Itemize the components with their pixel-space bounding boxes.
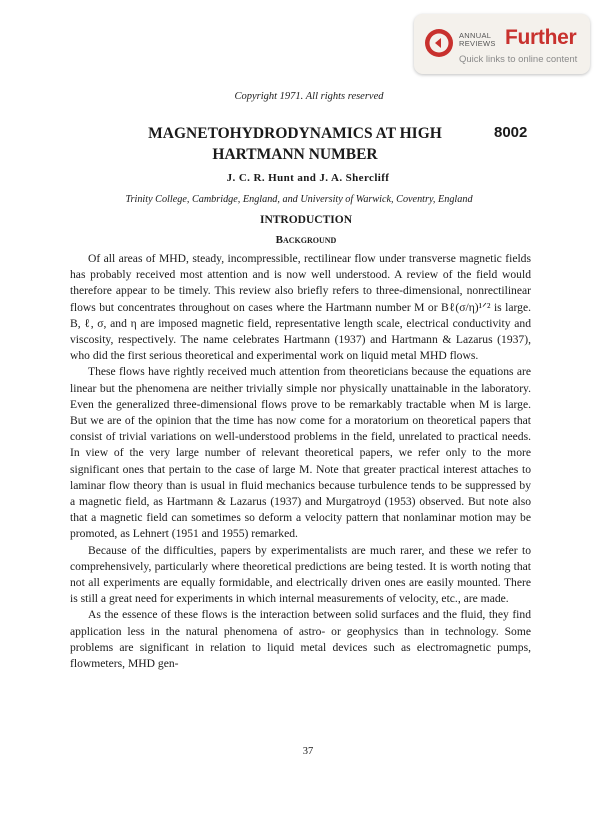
paragraph: These flows have rightly received much attention from theoreticians because the equations are linear but the phenomena are neither trivially simple nor physically unattainable in the laboratory. Even the generalized three-dimensional flows prove to be remarkably tractable when M is large. But we are of the opinion that the time has now come for a moratorium on theoretical papers that consist of trivial variations on well-understood problems in the field, unrelated to practical needs. In view of the very large number of relevant theoretical papers, we refer only to the more significant ones that pertain to the case of large M. Note that greater practical interest attaches to laminar flow theory than is usual in fluid mechanics because turbulence tends to be suppressed by a magnetic field, as Hartmann & Lazarus (1937) and Murgatroyd (1953) observed. But note also that a magnetic field can sometimes so deform a velocity pattern that nonlaminar motion may be promoted, as Lehnert (1951 and 1955) remarked. (70, 365, 531, 541)
article-number: 8002 (494, 124, 528, 141)
annual-reviews-wordmark (459, 32, 496, 48)
paragraph: Because of the difficulties, papers by experimentalists are much rarer, and these we refer to comprehensively, particularly where theoretical predictions are being tested. It is worth noting that not all experiments are equally formidable, and electrically driven ones are easily mounted. There is still a great need for experiments in which internal measurements of velocity, etc., are made. (70, 543, 531, 606)
section-heading: INTRODUCTION (259, 214, 352, 226)
title-line-1: MAGNETOHYDRODYNAMICS AT HIGH (148, 125, 442, 142)
badge-reviews-text: REVIEWS (459, 39, 496, 48)
further-links-badge[interactable] (414, 14, 590, 74)
article-title (60, 123, 530, 165)
title-line-2: HARTMANN NUMBER (212, 146, 378, 163)
badge-annual-text: ANNUAL (459, 31, 492, 40)
annual-reviews-logo-icon (424, 28, 454, 58)
author-affiliation: Trinity College, Cambridge, England, and University of Warwick, Coventry, England (125, 194, 473, 205)
badge-further-label[interactable]: Further (505, 26, 577, 49)
body-text (70, 251, 531, 672)
author-list: J. C. R. Hunt and J. A. Shercliff (226, 172, 390, 184)
paragraph: Of all areas of MHD, steady, incompressible, rectilinear flow under transverse magnetic fields has probably received most attention and is now well understood. A review of the field would therefore appear to be timely. This review also briefly refers to three-dimensional, nonrectilinear flows but concentrates throughout on cases where the Hartmann number M or Bℓ(σ/η)¹ᐟ² is large. B, ℓ, σ, and η are imposed magnetic field, representative length scale, electrical conductivity and viscosity, respectively. The name celebrates Hartmann (1937) and Hartmann & Lazarus (1937), who did the first serious theoretical and experimental work on liquid metal MHD flows. (70, 252, 531, 363)
subsection-heading: Background (275, 234, 337, 246)
badge-subtitle: Quick links to online content (459, 54, 578, 65)
copyright-notice: Copyright 1971. All rights reserved (234, 91, 384, 102)
paragraph: As the essence of these flows is the interaction between solid surfaces and the fluid, they find application less in the natural phenomena of astro- or geophysics than in technology. Some problems are significant in relation to liquid metal devices such as electromagnetic pumps, flowmeters, MHD gen- (70, 608, 531, 671)
page-number: 37 (302, 746, 314, 757)
